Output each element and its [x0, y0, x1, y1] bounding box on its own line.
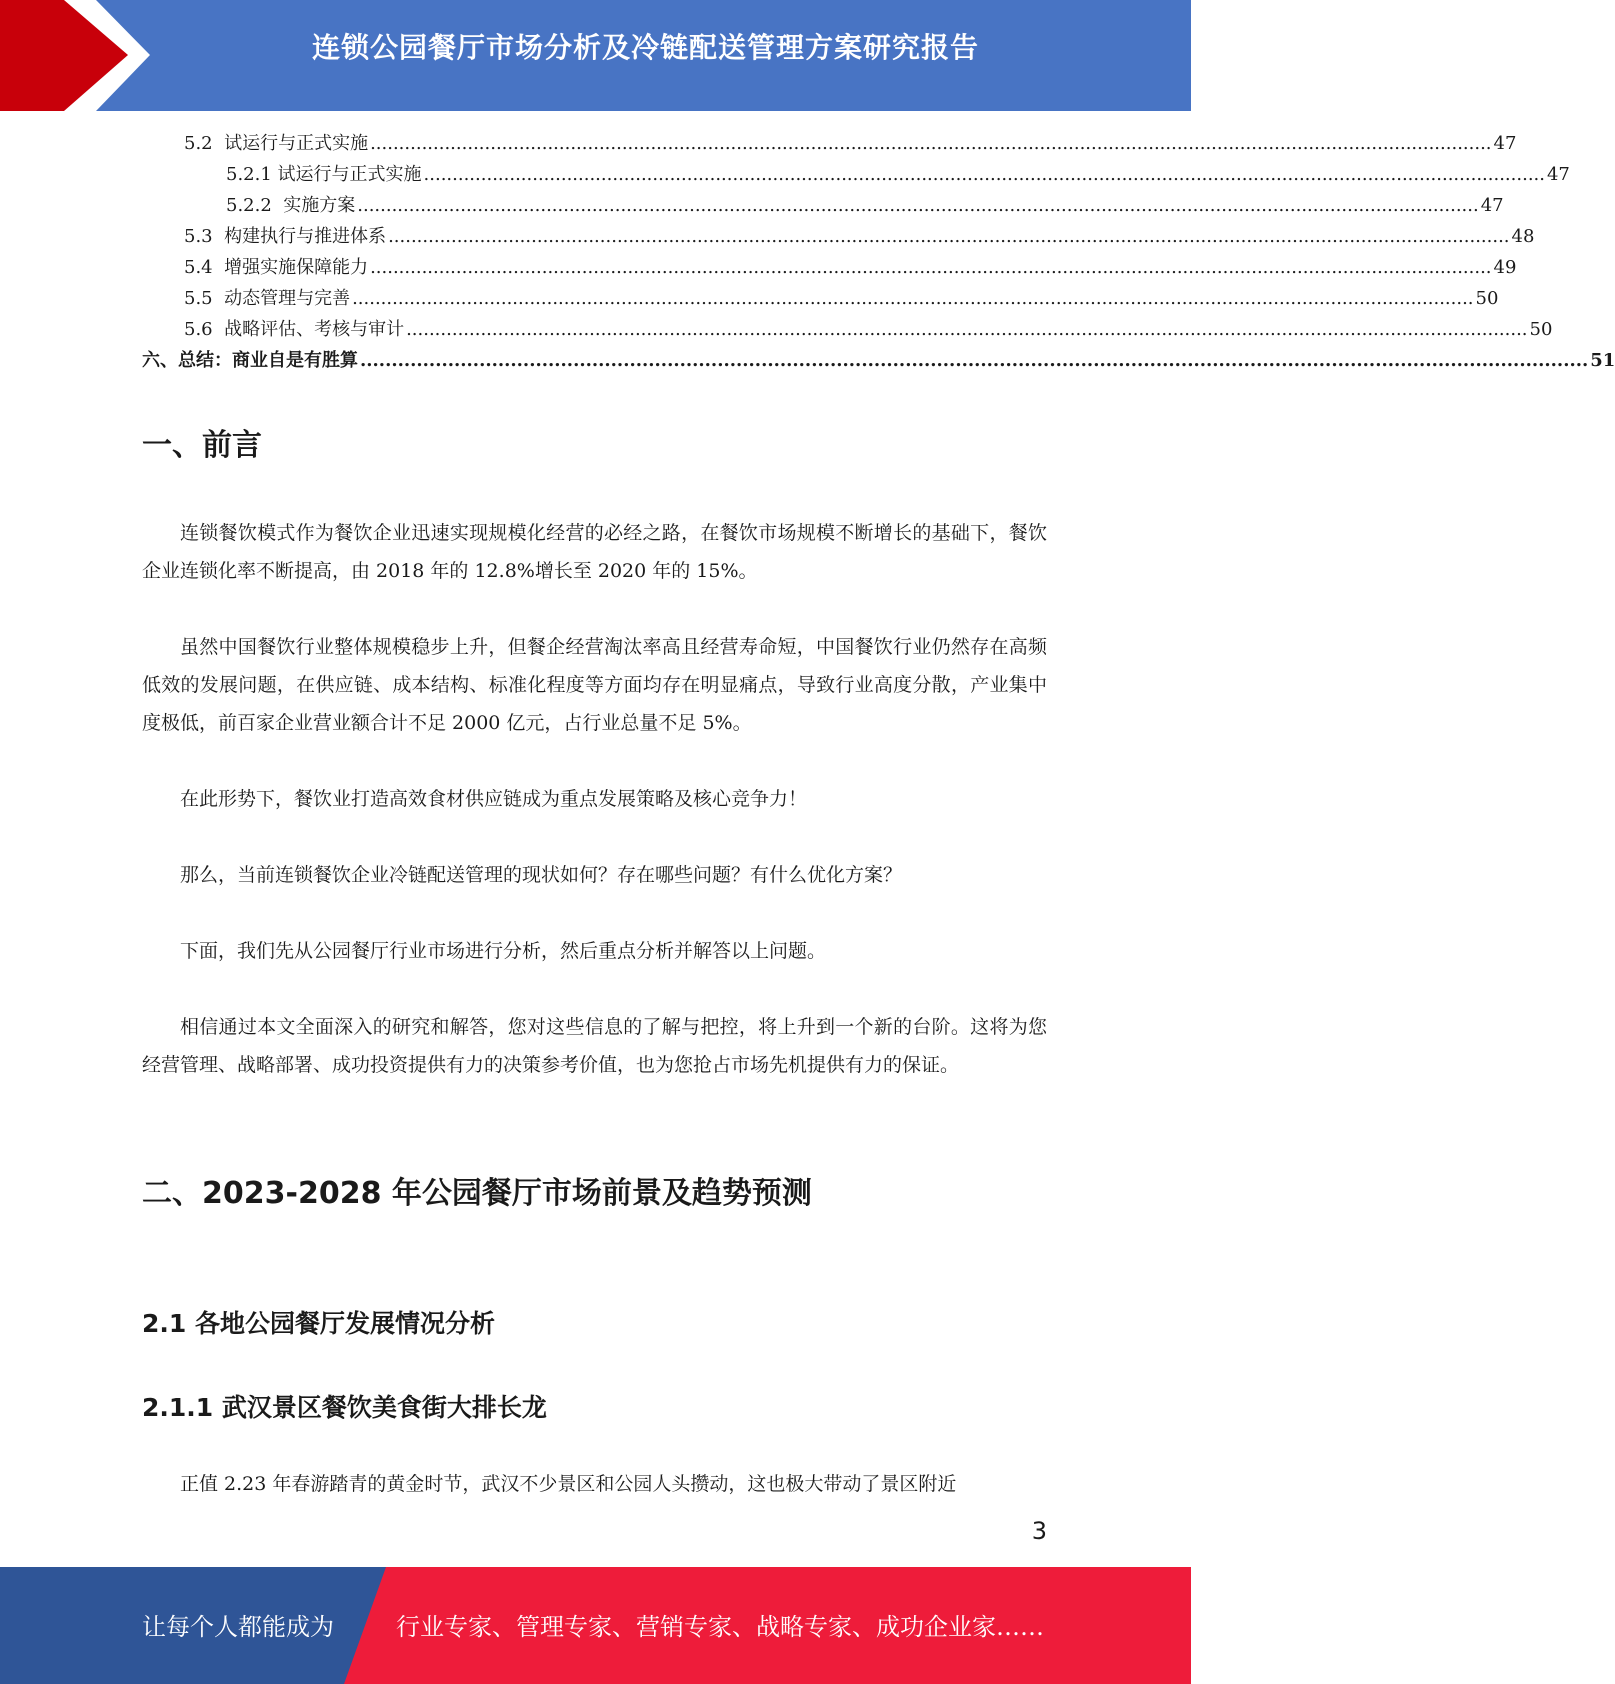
subsection-heading: 2.1 各地公园餐厅发展情况分析: [142, 1309, 495, 1338]
footer-slogan-left: 让每个人都能成为: [142, 1613, 334, 1641]
header-title: 连锁公园餐厅市场分析及冷链配送管理方案研究报告: [311, 31, 979, 64]
paragraph: 虽然中国餐饮行业整体规模稳步上升，但餐企经营淘汰率高且经营寿命短，中国餐饮行业仍然存在高频低效的发展问题，在供应链、成本结构、标准化程度等方面均存在明显痛点，导致行业高度分散，产业集中度极低，前百家企业营业额合计不足 2000 亿元，占行业总量不足 5%。: [142, 636, 1047, 734]
footer-slogan-right: 行业专家、管理专家、营销专家、战略专家、成功企业家……: [396, 1613, 1044, 1641]
toc-entry-page: 47: [1546, 164, 1570, 185]
toc-entry-page: 50: [1529, 319, 1553, 340]
toc-entry-page: 47: [1480, 195, 1504, 216]
toc-entry[interactable]: [184, 314, 1553, 345]
paragraph: 下面，我们先从公园餐厅行业市场进行分析，然后重点分析并解答以上问题。: [180, 940, 827, 962]
page-footer: [0, 1567, 1191, 1684]
toc-entry[interactable]: [184, 128, 1517, 159]
paragraph: 在此形势下，餐饮业打造高效食材供应链成为重点发展策略及核心竞争力！: [180, 788, 808, 810]
paragraph: 相信通过本文全面深入的研究和解答，您对这些信息的了解与把控，将上升到一个新的台阶。这将为您经营管理、战略部署、成功投资提供有力的决策参考价值，也为您抢占市场先机提供有力的保证。: [142, 1016, 1047, 1076]
toc-entry-label: 5.2.2 实施方案: [226, 195, 356, 216]
paragraph: 那么，当前连锁餐饮企业冷链配送管理的现状如何？存在哪些问题？有什么优化方案？: [180, 864, 903, 886]
page-number: 3: [1031, 1517, 1047, 1545]
toc-leader-dots: ....................................................................................................................................................................................................: [360, 350, 1589, 371]
paragraph: 正值 2.23 年春游踏青的黄金时节，武汉不少景区和公园人头攒动，这也极大带动了景区附近: [180, 1473, 957, 1495]
toc-entry-label: 5.2 试运行与正式实施: [184, 133, 369, 154]
toc-leader-dots: ....................................................................................................................................................................................................: [352, 288, 1474, 309]
section-heading-preface: 一、前言: [142, 428, 262, 463]
toc-entry[interactable]: [184, 221, 1535, 252]
toc-entry-page: 49: [1493, 257, 1517, 278]
toc-entry-label: 5.5 动态管理与完善: [184, 288, 351, 309]
toc-entry-page: 51: [1590, 350, 1615, 371]
subsubsection-heading: 2.1.1 武汉景区餐饮美食街大排长龙: [142, 1393, 547, 1422]
toc-leader-dots: ....................................................................................................................................................................................................: [406, 319, 1528, 340]
toc-entry-label: 5.3 构建执行与推进体系: [184, 226, 387, 247]
toc-entry[interactable]: [142, 345, 1615, 376]
toc-leader-dots: ....................................................................................................................................................................................................: [357, 195, 1479, 216]
toc-entry-label: 5.4 增强实施保障能力: [184, 257, 369, 278]
paragraph: 连锁餐饮模式作为餐饮企业迅速实现规模化经营的必经之路，在餐饮市场规模不断增长的基础下，餐饮企业连锁化率不断提高，由 2018 年的 12.8%增长至 2020 年的 15%。: [142, 522, 1047, 582]
toc-entry[interactable]: [226, 159, 1570, 190]
toc-entry-page: 47: [1493, 133, 1517, 154]
section-heading-forecast: 二、2023-2028 年公园餐厅市场前景及趋势预测: [142, 1176, 812, 1211]
toc-entry[interactable]: [226, 190, 1504, 221]
toc-entry-label: 5.6 战略评估、考核与审计: [184, 319, 405, 340]
toc-entry-page: 50: [1475, 288, 1499, 309]
toc-leader-dots: ....................................................................................................................................................................................................: [388, 226, 1510, 247]
toc-entry[interactable]: [184, 283, 1499, 314]
toc-entry-label: 5.2.1 试运行与正式实施: [226, 164, 422, 185]
toc-leader-dots: ....................................................................................................................................................................................................: [370, 257, 1492, 278]
toc-entry-label: 六、总结：商业自是有胜算: [142, 350, 358, 371]
toc-leader-dots: ....................................................................................................................................................................................................: [423, 164, 1545, 185]
toc-entry-page: 48: [1511, 226, 1535, 247]
toc-entry[interactable]: [184, 252, 1517, 283]
page-header: [0, 0, 1191, 111]
toc-leader-dots: ....................................................................................................................................................................................................: [370, 133, 1492, 154]
header-chevron-decoration: [0, 0, 160, 111]
